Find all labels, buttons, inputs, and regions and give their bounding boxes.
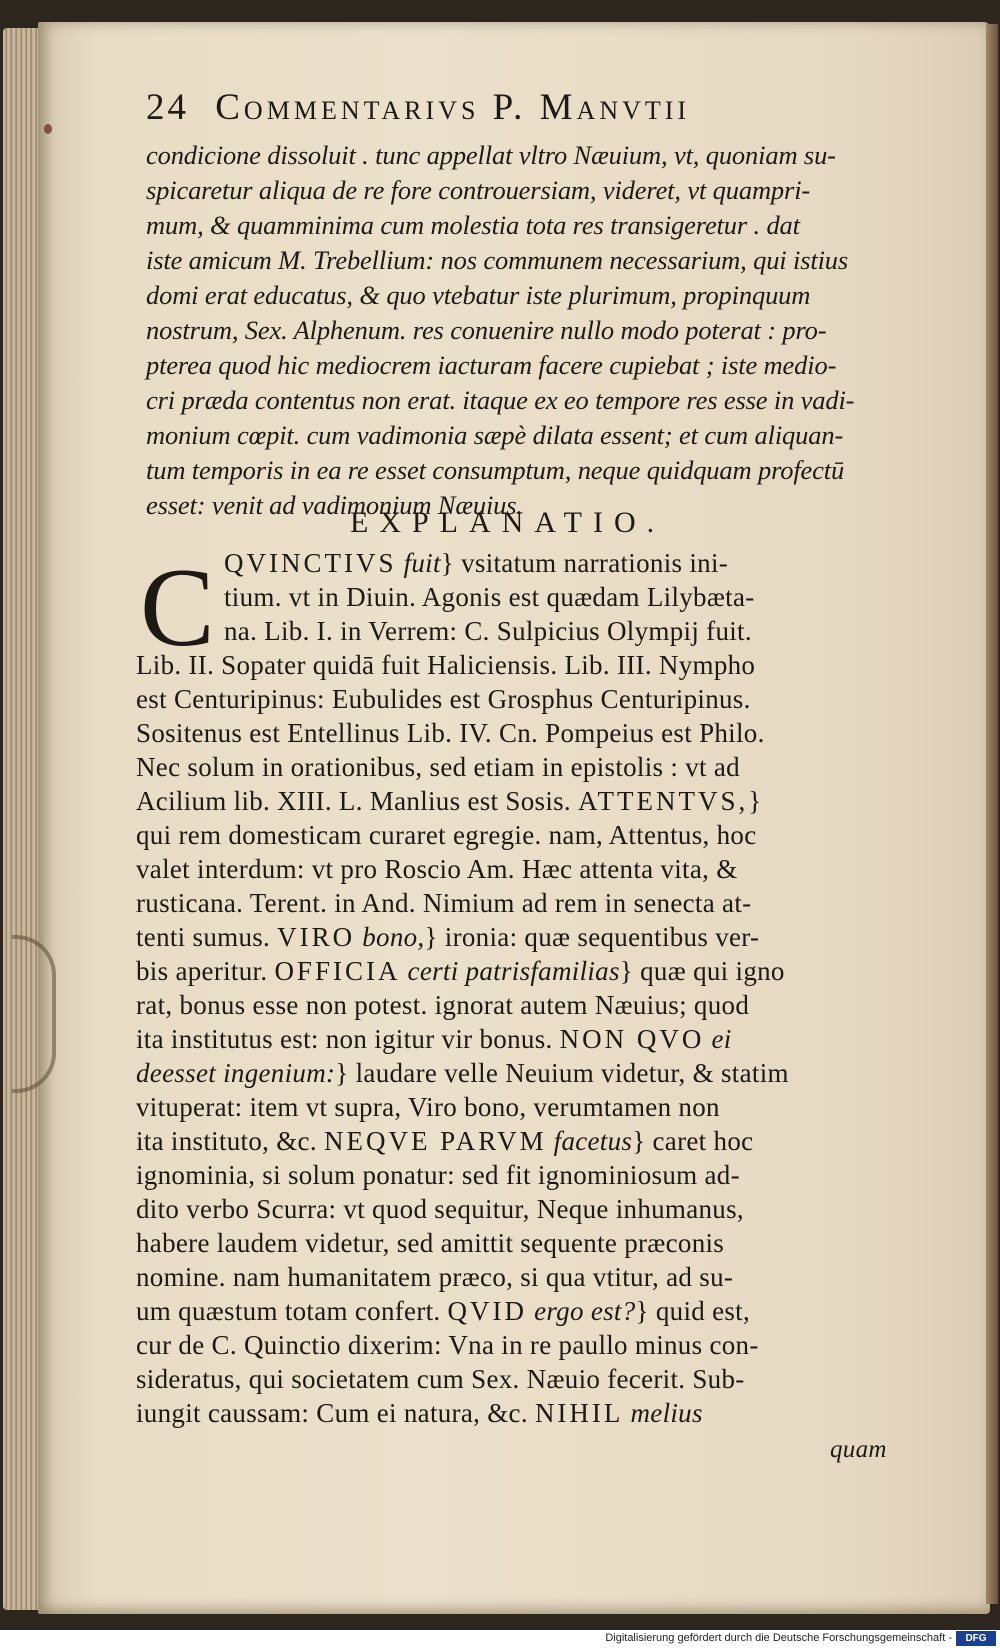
oration-line: monium cœpit. cum vadimonia sæpè dilata essent; et cum aliquan- <box>146 420 844 450</box>
commentary-text: ita institutus est: non igitur vir bonus. <box>136 1024 553 1054</box>
ink-mark <box>44 124 52 134</box>
commentary-text: } ironia: quæ sequentibus ver- <box>424 922 760 952</box>
commentary-line <box>136 1058 789 1089</box>
commentary-line: est Centuripinus: Eubulides est Grosphus Centuripinus. <box>136 684 751 714</box>
commentary-line <box>136 1126 753 1157</box>
digitization-footer <box>0 1630 1000 1648</box>
commentary-line: Lib. II. Sopater quidā fuit Haliciensis. Lib. III. Nympho <box>136 650 756 680</box>
lemma-italic: ergo est? <box>534 1296 636 1326</box>
commentary-text: } quid est, <box>635 1296 751 1326</box>
commentary-line: nomine. nam humanitatem præco, si qua vtitur, ad su- <box>136 1262 734 1292</box>
commentary-line: cur de C. Quinctio dixerim: Vna in re paullo minus con- <box>136 1330 759 1360</box>
oration-line: cri præda contentus non erat. itaque ex eo tempore res esse in vadi- <box>146 385 855 415</box>
commentary-line: valet interdum: vt pro Roscio Am. Hæc attenta vita, & <box>136 854 738 884</box>
oration-line: iste amicum M. Trebellium: nos communem necessarium, qui istius <box>146 245 849 275</box>
oration-line: pterea quod hic mediocrem iacturam facere cupiebat ; iste medio- <box>146 350 837 380</box>
page-edge-right <box>986 24 998 1604</box>
running-title: Commentarivs P. Manvtii <box>215 87 691 128</box>
lemma-italic: fuit <box>403 548 441 578</box>
page-stack-edge <box>3 28 39 1610</box>
lemma: ATTENTVS, <box>578 786 749 816</box>
commentary-text: } quæ qui igno <box>619 956 785 986</box>
catchword: quam <box>830 1436 887 1463</box>
oration-line: mum, & quamminima cum molestia tota res transigeretur . dat <box>146 210 800 240</box>
lemma-italic: ei <box>711 1024 732 1054</box>
commentary-line <box>136 1024 732 1055</box>
running-header <box>146 86 856 138</box>
oration-line: condicione dissoluit . tunc appellat vltro Næuium, vt, quoniam su- <box>146 140 836 170</box>
commentary-text: Acilium lib. XIII. L. Manlius est Sosis. <box>136 786 571 816</box>
page-number: 24 <box>146 87 189 128</box>
oration-line: domi erat educatus, & quo vtebatur iste plurimum, propinquum <box>146 280 811 310</box>
lemma-italic: bono, <box>362 922 425 952</box>
section-heading: EXPLANATIO. <box>350 506 666 539</box>
commentary-line <box>136 786 762 817</box>
lemma: QVID <box>447 1296 528 1326</box>
commentary-text: tenti sumus. <box>136 922 271 952</box>
commentary-text: } <box>748 786 762 816</box>
lemma-italic: certi patrisfamilias <box>407 956 620 986</box>
lemma: NON QVO <box>559 1024 705 1054</box>
drop-cap-initial: C <box>140 546 215 670</box>
lemma-italic: melius <box>630 1398 703 1428</box>
commentary-line: sideratus, qui societatem cum Sex. Næuio fecerit. Sub- <box>136 1364 745 1394</box>
commentary-line <box>136 1398 703 1429</box>
commentary-line <box>136 1296 750 1327</box>
lemma: VIRO <box>277 922 356 952</box>
lemma-italic: facetus <box>553 1126 633 1156</box>
commentary-line: tium. vt in Diuin. Agonis est quædam Lilybæta- <box>224 582 755 612</box>
commentary-text: um quæstum totam confert. <box>136 1296 441 1326</box>
lemma: NEQVE PARVM <box>323 1126 547 1156</box>
lemma: QVINCTIVS <box>224 548 397 578</box>
oration-line: esset: venit ad vadimonium Næuius. <box>146 490 523 520</box>
commentary-line: dito verbo Scurra: vt quod sequitur, Neque inhumanus, <box>136 1194 744 1224</box>
lemma: NIHIL <box>534 1398 624 1428</box>
dfg-logo: DFG <box>956 1631 996 1646</box>
clasp-ring <box>12 935 56 1093</box>
oration-line: spicaretur aliqua de re fore controuersiam, videret, vt quampri- <box>146 175 811 205</box>
footer-credit: Digitalisierung gefördert durch die Deutsche Forschungsgemeinschaft - <box>605 1632 952 1644</box>
commentary-text: } caret hoc <box>632 1126 754 1156</box>
commentary-line: ignominia, si solum ponatur: sed fit ignominiosum ad- <box>136 1160 740 1190</box>
commentary-line: vituperat: item vt supra, Viro bono, verumtamen non <box>136 1092 720 1122</box>
commentary-line: qui rem domesticam curaret egregie. nam, Attentus, hoc <box>136 820 757 850</box>
commentary-text: } laudare velle Neuium videtur, & statim <box>335 1058 789 1088</box>
commentary-line: Sositenus est Entellinus Lib. IV. Cn. Pompeius est Philo. <box>136 718 765 748</box>
commentary-line: rusticana. Terent. in And. Nimium ad rem in senecta at- <box>136 888 752 918</box>
commentary-text: iungit caussam: Cum ei natura, &c. <box>136 1398 528 1428</box>
commentary-line: na. Lib. I. in Verrem: C. Sulpicius Olympij fuit. <box>224 616 752 646</box>
oration-line: tum temporis in ea re esset consumptum, neque quidquam profectū <box>146 455 845 485</box>
lemma: OFFICIA <box>274 956 401 986</box>
commentary-line: rat, bonus esse non potest. ignorat autem Næuius; quod <box>136 990 750 1020</box>
commentary-line <box>136 956 785 987</box>
commentary-text: } vsitatum narrationis ini- <box>440 548 729 578</box>
commentary-text: bis aperitur. <box>136 956 268 986</box>
oration-line: nostrum, Sex. Alphenum. res conuenire nullo modo poterat : pro- <box>146 315 827 345</box>
commentary-text: ita instituto, &c. <box>136 1126 317 1156</box>
commentary-line <box>136 922 759 953</box>
commentary-line: habere laudem videtur, sed amittit sequente præconis <box>136 1228 725 1258</box>
commentary-line <box>224 548 728 579</box>
commentary-line: Nec solum in orationibus, sed etiam in epistolis : vt ad <box>136 752 740 782</box>
lemma-italic: deesset ingenium: <box>136 1058 336 1088</box>
